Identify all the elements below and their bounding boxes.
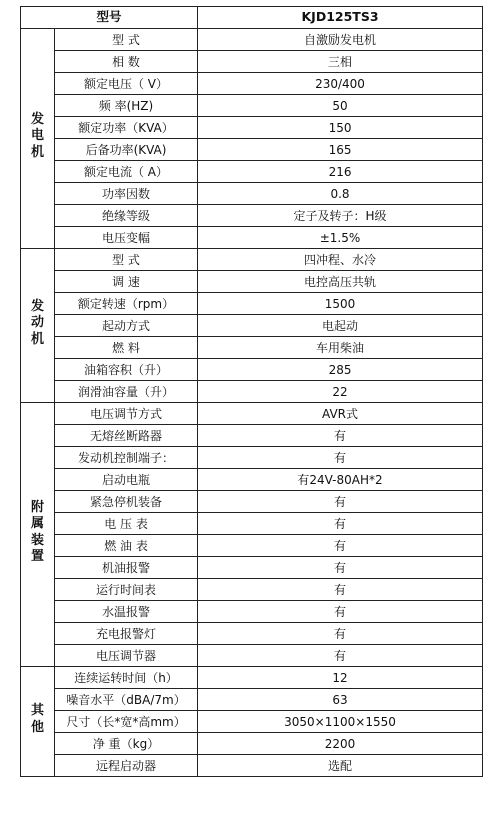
spec-row	[21, 469, 483, 491]
spec-value: 电起动	[198, 315, 483, 337]
spec-value: 22	[198, 381, 483, 403]
spec-value: 1500	[198, 293, 483, 315]
spec-row	[21, 623, 483, 645]
spec-value: 有	[198, 535, 483, 557]
spec-row	[21, 557, 483, 579]
spec-row	[21, 95, 483, 117]
spec-value: 有	[198, 579, 483, 601]
spec-row	[21, 139, 483, 161]
spec-label: 运行时间表	[55, 579, 198, 601]
spec-row	[21, 535, 483, 557]
spec-row	[21, 227, 483, 249]
spec-label: 电压变幅	[55, 227, 198, 249]
spec-label: 电 压 表	[55, 513, 198, 535]
spec-value: 车用柴油	[198, 337, 483, 359]
spec-row	[21, 337, 483, 359]
spec-value: 285	[198, 359, 483, 381]
spec-label: 功率因数	[55, 183, 198, 205]
model-label: 型号	[21, 7, 198, 29]
spec-row	[21, 183, 483, 205]
spec-value: 50	[198, 95, 483, 117]
spec-row	[21, 73, 483, 95]
spec-table	[20, 6, 483, 777]
spec-row	[21, 29, 483, 51]
section-title: 发 电 机	[21, 29, 55, 249]
spec-value: 216	[198, 161, 483, 183]
spec-row	[21, 51, 483, 73]
spec-value: 230/400	[198, 73, 483, 95]
spec-table-body	[21, 7, 483, 777]
spec-label: 燃 油 表	[55, 535, 198, 557]
spec-row	[21, 293, 483, 315]
spec-value: 63	[198, 689, 483, 711]
spec-label: 绝缘等级	[55, 205, 198, 227]
spec-label: 额定电压（ V）	[55, 73, 198, 95]
spec-label: 充电报警灯	[55, 623, 198, 645]
spec-label: 启动电瓶	[55, 469, 198, 491]
spec-row	[21, 425, 483, 447]
spec-value: 165	[198, 139, 483, 161]
spec-label: 额定转速（rpm）	[55, 293, 198, 315]
spec-label: 油箱容积（升）	[55, 359, 198, 381]
section-title: 其 他	[21, 667, 55, 777]
spec-row	[21, 161, 483, 183]
spec-row	[21, 249, 483, 271]
spec-label: 后备功率(KVA)	[55, 139, 198, 161]
spec-label: 额定功率（KVA）	[55, 117, 198, 139]
spec-value: 3050×1100×1550	[198, 711, 483, 733]
spec-row	[21, 579, 483, 601]
spec-label: 发动机控制端子：	[55, 447, 198, 469]
spec-label: 紧急停机装备	[55, 491, 198, 513]
spec-row	[21, 711, 483, 733]
spec-label: 无熔丝断路器	[55, 425, 198, 447]
header-row	[21, 7, 483, 29]
spec-row	[21, 315, 483, 337]
spec-row	[21, 205, 483, 227]
spec-value: 定子及转子：H级	[198, 205, 483, 227]
spec-value: AVR式	[198, 403, 483, 425]
spec-label: 连续运转时间（h）	[55, 667, 198, 689]
spec-label: 额定电流（ A）	[55, 161, 198, 183]
spec-row	[21, 689, 483, 711]
spec-label: 润滑油容量（升）	[55, 381, 198, 403]
spec-value: 有	[198, 513, 483, 535]
spec-row	[21, 403, 483, 425]
spec-label: 噪音水平（dBA/7m）	[55, 689, 198, 711]
spec-value: 150	[198, 117, 483, 139]
spec-label: 远程启动器	[55, 755, 198, 777]
spec-value: 四冲程、水冷	[198, 249, 483, 271]
spec-value: 有	[198, 491, 483, 513]
spec-label: 燃 料	[55, 337, 198, 359]
spec-value: 三相	[198, 51, 483, 73]
spec-value: 有24V-80AH*2	[198, 469, 483, 491]
spec-value: 有	[198, 645, 483, 667]
spec-value: 0.8	[198, 183, 483, 205]
spec-row	[21, 381, 483, 403]
spec-value: 12	[198, 667, 483, 689]
spec-row	[21, 117, 483, 139]
spec-value: 有	[198, 557, 483, 579]
spec-value: ±1.5%	[198, 227, 483, 249]
spec-row	[21, 601, 483, 623]
spec-label: 频 率(HZ)	[55, 95, 198, 117]
model-value: KJD125TS3	[198, 7, 483, 29]
spec-value: 2200	[198, 733, 483, 755]
spec-row	[21, 733, 483, 755]
spec-label: 电压调节器	[55, 645, 198, 667]
section-title: 附 属 装 置	[21, 403, 55, 667]
spec-row	[21, 645, 483, 667]
spec-label: 调 速	[55, 271, 198, 293]
spec-label: 相 数	[55, 51, 198, 73]
spec-value: 有	[198, 623, 483, 645]
spec-label: 尺寸（长*宽*高mm）	[55, 711, 198, 733]
spec-row	[21, 513, 483, 535]
spec-label: 机油报警	[55, 557, 198, 579]
spec-row	[21, 447, 483, 469]
spec-row	[21, 359, 483, 381]
spec-row	[21, 755, 483, 777]
spec-value: 选配	[198, 755, 483, 777]
spec-label: 净 重（kg）	[55, 733, 198, 755]
spec-value: 有	[198, 601, 483, 623]
spec-value: 电控高压共轨	[198, 271, 483, 293]
spec-label: 型 式	[55, 29, 198, 51]
spec-row	[21, 271, 483, 293]
spec-row	[21, 491, 483, 513]
spec-label: 型 式	[55, 249, 198, 271]
spec-value: 有	[198, 425, 483, 447]
spec-label: 电压调节方式	[55, 403, 198, 425]
spec-label: 水温报警	[55, 601, 198, 623]
spec-value: 自激励发电机	[198, 29, 483, 51]
spec-row	[21, 667, 483, 689]
spec-label: 起动方式	[55, 315, 198, 337]
section-title: 发 动 机	[21, 249, 55, 403]
spec-value: 有	[198, 447, 483, 469]
